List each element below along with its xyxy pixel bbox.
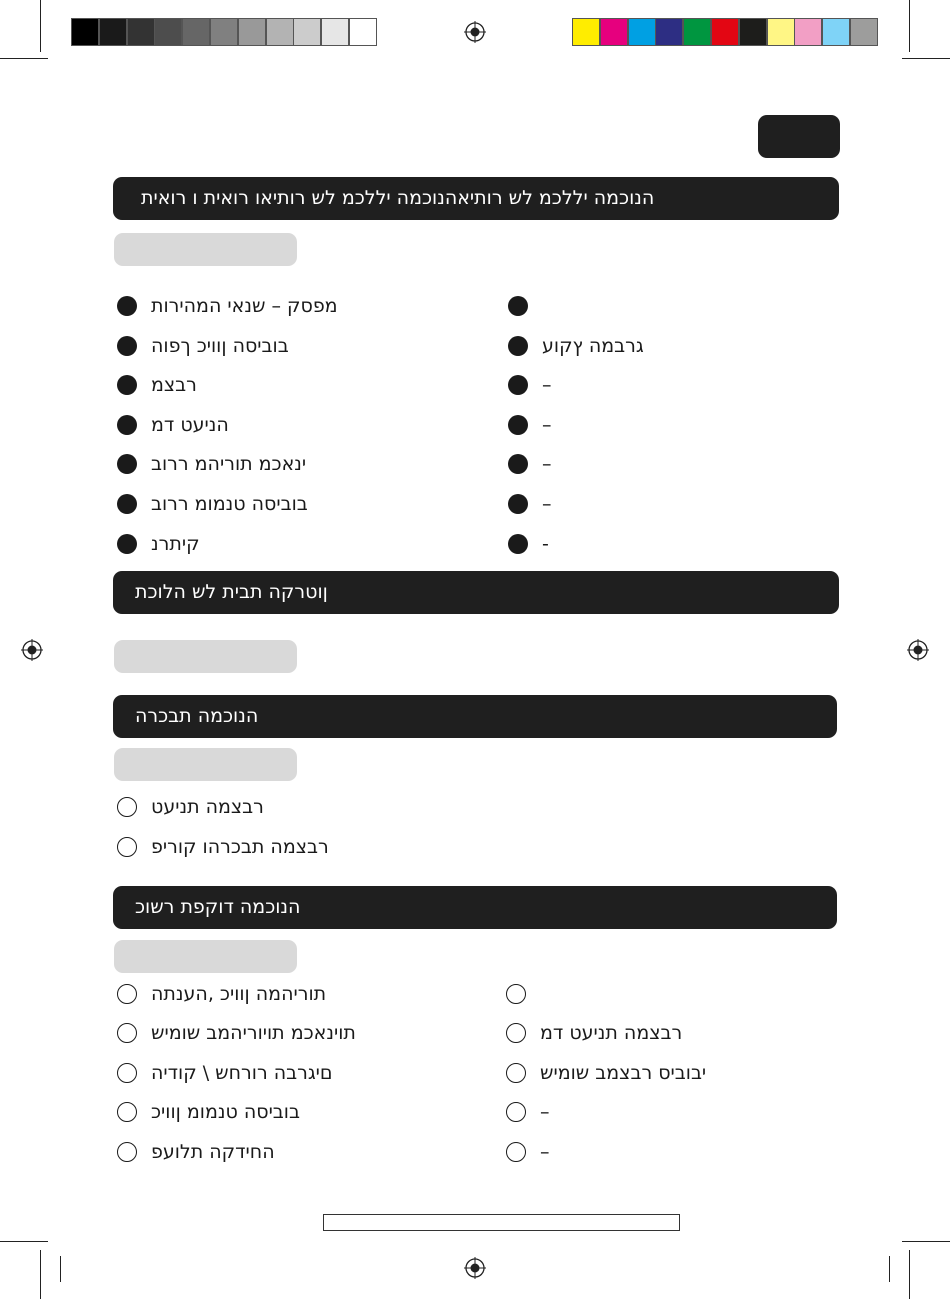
bullet-icon [117, 534, 137, 554]
registration-mark-icon [907, 639, 929, 661]
circle-bullet-icon [506, 1063, 526, 1083]
circle-bullet-icon [506, 1142, 526, 1162]
section-title: ןוטרקה תבית לש הלוכת [135, 581, 328, 603]
list-item-label: רבצמה תניעט [151, 796, 264, 818]
color-swatch [238, 18, 266, 46]
list-item-label: - [542, 533, 549, 555]
subheading-pill [114, 640, 297, 673]
bullet-icon [508, 415, 528, 435]
crop-mark [40, 1250, 41, 1299]
circle-bullet-icon [506, 1023, 526, 1043]
color-swatch [572, 18, 600, 46]
list-item-label: – [542, 374, 552, 396]
list-item-label: רבצמה תניעט דמ [540, 1022, 683, 1044]
crop-mark [902, 1241, 950, 1242]
list-item-label: – [542, 414, 552, 436]
list-item-label: – [542, 453, 552, 475]
section-title: הנוכמה יללכמ לש רותיאהנוכמה יללכמ לש רותיאו רואית ו רואית [141, 187, 655, 209]
color-swatch [71, 18, 99, 46]
section-title-bar [113, 571, 839, 614]
registration-mark-icon [464, 21, 486, 43]
crop-mark [889, 1256, 890, 1282]
crop-mark [909, 0, 910, 52]
bullet-icon [508, 296, 528, 316]
color-swatch [767, 18, 795, 46]
circle-bullet-icon [117, 1142, 137, 1162]
section-title-bar [113, 886, 837, 929]
list-item-label: בוביסה ןוויכ ךפוה [151, 335, 289, 357]
color-swatch [600, 18, 628, 46]
list-item-label: – [540, 1141, 550, 1163]
list-item-label: רבצמה תבכרהו קוריפ [151, 836, 329, 858]
list-item-label: ינאכמ תוריהמ ררוב [151, 453, 307, 475]
bullet-icon [117, 296, 137, 316]
section-title: הנוכמה דוקפת רשוכ [135, 896, 301, 918]
color-swatch [711, 18, 739, 46]
list-item-label: יבוביס רבצמב שומיש [540, 1062, 707, 1084]
crop-mark [0, 1241, 48, 1242]
color-swatch [349, 18, 377, 46]
color-swatch [628, 18, 656, 46]
list-item-label: קיתרנ [151, 533, 200, 555]
circle-bullet-icon [117, 984, 137, 1004]
crop-mark [902, 58, 950, 59]
list-item-label: גרבמה ץקוע [542, 335, 644, 357]
color-swatch [822, 18, 850, 46]
section-title: הנוכמה תבכרה [135, 705, 259, 727]
bullet-icon [508, 534, 528, 554]
bullet-icon [117, 336, 137, 356]
bullet-icon [508, 336, 528, 356]
list-item-label: בוביסה טנמומ ןוויכ [151, 1101, 300, 1123]
section-title-bar [113, 695, 837, 738]
color-swatch [850, 18, 878, 46]
bullet-icon [508, 454, 528, 474]
subheading-pill [114, 748, 297, 781]
bullet-icon [117, 375, 137, 395]
color-swatch [266, 18, 294, 46]
circle-bullet-icon [117, 837, 137, 857]
bullet-icon [508, 375, 528, 395]
list-item-label: הניעט דמ [151, 414, 229, 436]
registration-mark-icon [464, 1257, 486, 1279]
bullet-icon [508, 494, 528, 514]
list-item-label: תוריהמה ןוויכ ,הענתה [151, 983, 327, 1005]
color-swatch [293, 18, 321, 46]
bullet-icon [117, 494, 137, 514]
color-swatch [127, 18, 155, 46]
list-item-label: רבצמ [151, 374, 197, 396]
color-swatch [99, 18, 127, 46]
section-title-bar [113, 177, 839, 220]
list-item-label: בוביסה טנמומ ררוב [151, 493, 308, 515]
circle-bullet-icon [117, 797, 137, 817]
bullet-icon [117, 454, 137, 474]
list-item-label: החידקה תלועפ [151, 1141, 275, 1163]
page-number-tab [758, 115, 840, 158]
subheading-pill [114, 233, 297, 266]
registration-mark-icon [21, 639, 43, 661]
bullet-icon [117, 415, 137, 435]
crop-mark [40, 0, 41, 52]
footer-box [323, 1214, 680, 1231]
crop-mark [909, 1250, 910, 1299]
color-swatch [182, 18, 210, 46]
color-swatch [154, 18, 182, 46]
circle-bullet-icon [506, 984, 526, 1004]
crop-mark [0, 58, 48, 59]
list-item-label: – [542, 493, 552, 515]
color-swatch [683, 18, 711, 46]
crop-mark [60, 1256, 61, 1282]
color-swatch [655, 18, 683, 46]
subheading-pill [114, 940, 297, 973]
list-item-label: – [540, 1101, 550, 1123]
list-item-label: מפסק – שנאי המהירות [151, 295, 338, 317]
list-item-label: תוינאכמ תויוריהמב שומיש [151, 1022, 356, 1044]
circle-bullet-icon [117, 1102, 137, 1122]
circle-bullet-icon [117, 1023, 137, 1043]
color-swatch [210, 18, 238, 46]
list-item-label: םיגרבה רורחש \ קודיה [151, 1062, 333, 1084]
circle-bullet-icon [506, 1102, 526, 1122]
color-swatch [321, 18, 349, 46]
circle-bullet-icon [117, 1063, 137, 1083]
color-swatch [739, 18, 767, 46]
color-swatch [794, 18, 822, 46]
